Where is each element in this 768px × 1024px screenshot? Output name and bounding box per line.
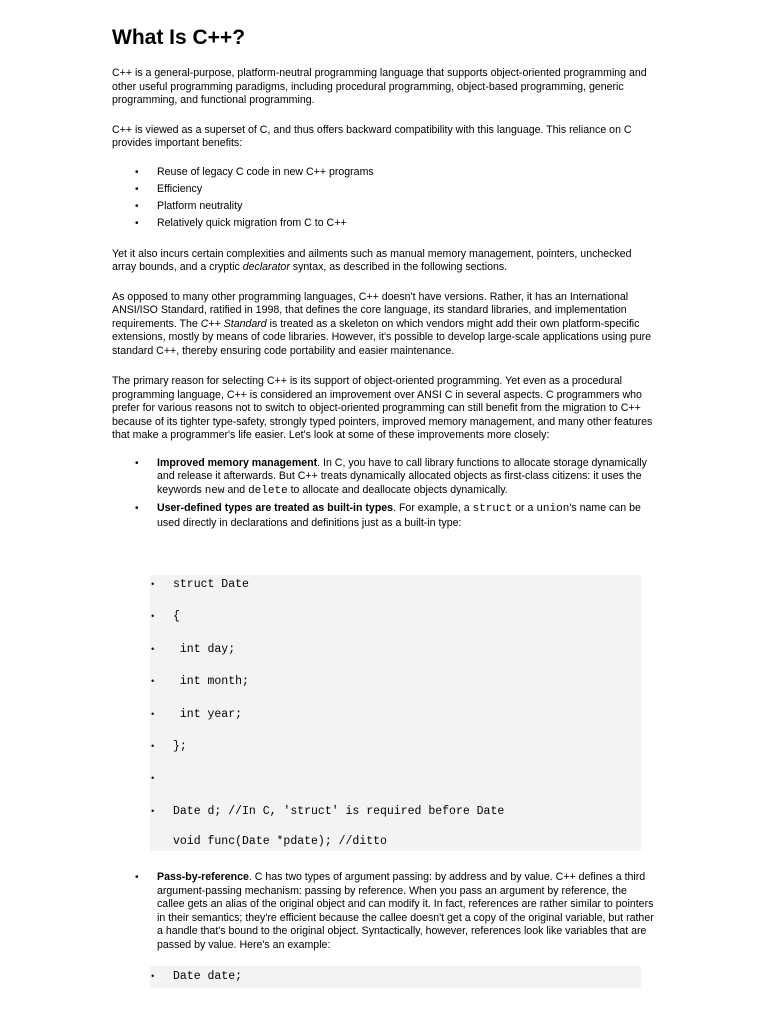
keyword-delete: delete — [248, 484, 288, 497]
paragraph-intro: C++ is a general-purpose, platform-neutral programming language that supports object-oriented programming and other useful programming paradigms, including procedural programming, object-based programming, generic programming, and functional programming. — [112, 67, 647, 106]
bullet-icon: • — [135, 503, 139, 514]
code-block-reference: • Date date; — [150, 966, 641, 988]
paragraph-superset: C++ is viewed as a superset of C, and thus offers backward compatibility with this language. This reliance on C provides important benefits: — [112, 123, 632, 149]
bullet-icon: • — [150, 807, 156, 817]
bullet-icon: • — [135, 457, 139, 469]
bullet-icon: • — [135, 200, 139, 212]
bullet-icon: • — [135, 872, 139, 883]
list-item: • Platform neutrality — [157, 198, 657, 215]
bullet-icon: • — [150, 645, 156, 655]
code-block-struct: • struct Date • { • int day; • int month; • int year; • }; • • Date d; //In C, 'struct' is required before Date void func(Date *pdate); //ditto — [150, 575, 641, 851]
paragraph-standard: As opposed to many other programming languages, C++ doesn't have versions. Rather, it has an International ANSI/ISO Standard, ratified in 1998, that defines the core language, its standard libraries, and implementation requirements. The C++ Standard is treated as a skeleton on which vendors might add their own platform-specific extensions, mostly by means of code libraries. However, it's possible to develop large-scale applications using pure standard C++, thereby ensuring code portability and easier maintenance. — [112, 290, 652, 357]
page-title: What Is C++? — [112, 26, 246, 49]
benefits-list — [112, 164, 657, 232]
bullet-icon: • — [150, 972, 156, 982]
improvements-list — [112, 457, 657, 531]
keyword-struct: struct — [472, 503, 513, 515]
bullet-icon: • — [150, 677, 156, 687]
pass-by-reference-section — [112, 871, 657, 956]
paragraph-complexities: Yet it also incurs certain complexities and ailments such as manual memory management, pointers, unchecked array bounds, and a cryptic declarator syntax, as described in the following sections. — [112, 247, 632, 273]
paragraph-reasons: The primary reason for selecting C++ is its support of object-oriented programming. Yet even as a procedural programming language, C++ is considered an improvement over ANSI C in several aspects. C programmers who prefer for various reasons not to switch to object-oriented programming can still benefit from the migration to C++ because of its tighter type-safety, strongly typed pointers, improved memory management, and many other features that make a programmer's life easier. Let's look at some of these improvements more closely: — [112, 375, 653, 441]
document-page — [112, 0, 657, 534]
improvements-list-continued — [112, 871, 657, 952]
list-item: • Reuse of legacy C code in new C++ programs — [157, 164, 657, 181]
bullet-icon: • — [150, 710, 156, 720]
bullet-icon: • — [150, 774, 156, 784]
list-item-memory: • Improved memory management. In C, you have to call library functions to allocate storage dynamically and release it afterwards. But C++ treats dynamically allocated objects as first-class citizens: it uses the keywords new and delete to allocate and deallocate objects dynamically. — [135, 456, 647, 497]
list-item-user-types: • User-defined types are treated as built-in types. For example, a struct or a union's name can be used directly in declarations and definitions just as a built-in type: — [135, 502, 641, 529]
bullet-icon: • — [150, 580, 156, 590]
bullet-icon: • — [150, 742, 156, 752]
emphasis: C++ Standard — [200, 317, 267, 330]
keyword-union: union — [536, 503, 570, 515]
list-item: • Relatively quick migration from C to C++ — [157, 215, 657, 232]
bullet-icon: • — [150, 612, 156, 622]
emphasis: declarator — [242, 261, 290, 273]
keyword-new: new — [204, 484, 225, 497]
bullet-icon: • — [135, 166, 139, 178]
bullet-icon: • — [135, 217, 139, 229]
bullet-icon: • — [135, 183, 139, 195]
list-item: • Efficiency — [157, 181, 657, 198]
list-item-pass-by-reference: • Pass-by-reference. C has two types of argument passing: by address and by value. C++ defines a third argument-passing mechanism: passing by reference. When you pass an argument by reference, the callee gets an alias of the original object and can modify it. In fact, references are rather similar to pointers in their semantics; they're efficient because the callee doesn't get a copy of the original variable, but rather a handle that's bound to the original object. Syntactically, however, references look like variables that are passed by value. Here's an example: — [135, 871, 654, 951]
